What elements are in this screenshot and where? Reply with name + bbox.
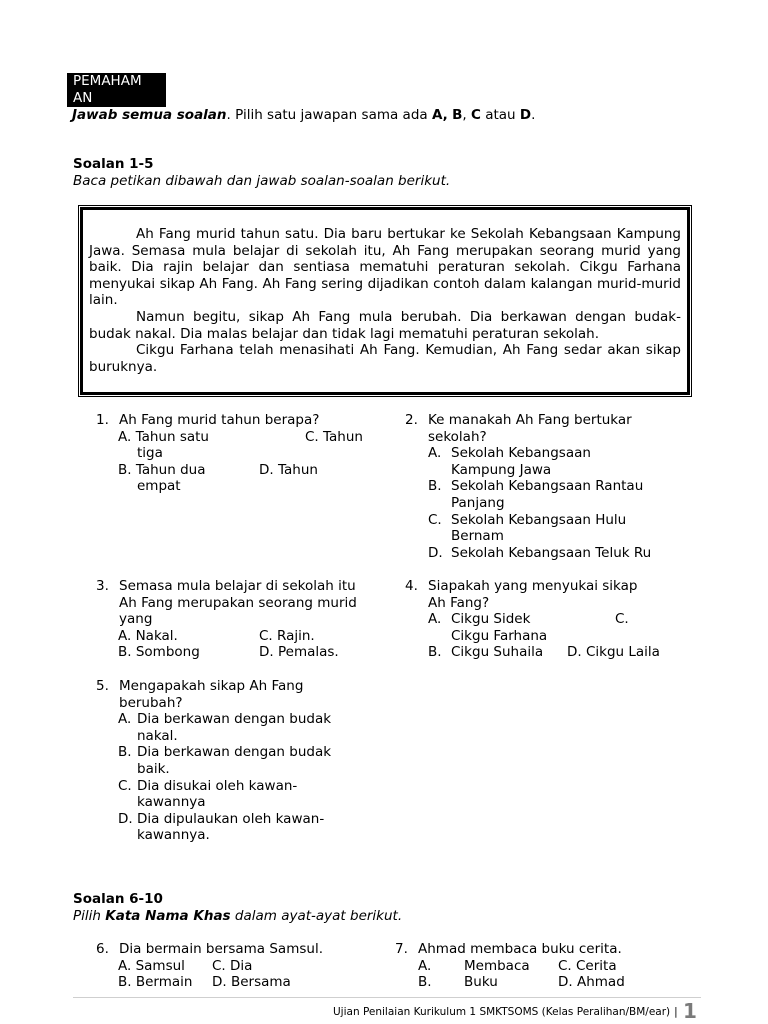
section2-title: Soalan 6-10 [73, 891, 163, 907]
option-c-cont: kawannya [137, 794, 206, 810]
option-b-cont: baik. [137, 761, 170, 777]
section2-subtitle [73, 908, 402, 925]
section2-subtitle-post: dalam ayat-ayat berikut. [230, 908, 403, 924]
option-d: D. Pemalas. [259, 644, 339, 660]
option-c-letter: C. [428, 512, 442, 528]
option-c: C. Dia [212, 958, 253, 974]
instruction-comma: , [462, 107, 471, 123]
option-d: D. Tahun [259, 462, 318, 478]
instruction-opt-a: A, [431, 107, 448, 123]
question-text-cont: Ah Fang? [428, 595, 490, 611]
option-c: C. Cerita [558, 958, 617, 974]
page-number: 1 [683, 999, 697, 1023]
option-d: D. Cikgu Laila [567, 644, 660, 660]
question-text: Mengapakah sikap Ah Fang [119, 678, 304, 694]
section-title-box [67, 73, 166, 107]
option-d-cont: kawannya. [137, 827, 210, 843]
question-text: Semasa mula belajar di sekolah itu [119, 578, 356, 594]
question-text: Ahmad membaca buku cerita. [418, 941, 622, 957]
question-number: 5. [96, 678, 109, 694]
question-1 [96, 412, 386, 502]
question-4 [405, 578, 705, 668]
option-b-letter: B. [428, 644, 442, 660]
footer-separator: | [674, 1006, 678, 1018]
option-d-cont: empat [137, 478, 181, 494]
option-b-letter: B. [428, 478, 442, 494]
option-a-cont: nakal. [137, 728, 178, 744]
option-c: Sekolah Kebangsaan Hulu [451, 512, 627, 528]
passage-paragraph-3: Cikgu Farhana telah menasihati Ah Fang. Kemudian, Ah Fang sedar akan sikap buruknya. [89, 342, 681, 375]
option-a-letter: A. [118, 711, 132, 727]
section2-subtitle-pre: Pilih [73, 908, 106, 924]
footer-divider [73, 997, 701, 998]
option-b: B. Tahun dua [118, 462, 206, 478]
option-d: Sekolah Kebangsaan Teluk Ru [451, 545, 652, 561]
instruction-end: . [531, 107, 536, 123]
question-text-cont: sekolah? [428, 429, 487, 445]
option-d: D. Ahmad [558, 974, 625, 990]
option-c: Dia disukai oleh kawan- [137, 778, 298, 794]
question-text: Siapakah yang menyukai sikap [428, 578, 638, 594]
instruction-emphasis: Jawab semua soalan [72, 107, 227, 123]
option-d: D. Bersama [212, 974, 291, 990]
section1-subtitle: Baca petikan dibawah dan jawab soalan-soalan berikut. [73, 173, 451, 189]
option-a: Dia berkawan dengan budak [137, 711, 332, 727]
option-a-letter: A. [428, 445, 442, 461]
question-text-cont: Ah Fang merupakan seorang murid [119, 595, 357, 611]
option-b: B. Sombong [118, 644, 200, 660]
option-c: C. Tahun [305, 429, 363, 445]
question-text-cont: berubah? [119, 695, 183, 711]
passage-paragraph-2: Namun begitu, sikap Ah Fang mula berubah. Dia berkawan dengan budak-budak nakal. Dia malas belajar dan tidak lagi mematuhi peraturan sekolah. [89, 308, 681, 342]
option-b: Buku [464, 974, 498, 990]
question-number: 3. [96, 578, 109, 594]
footer [333, 1006, 682, 1018]
option-a: A. Nakal. [118, 628, 178, 644]
question-text: Ah Fang murid tahun berapa? [119, 412, 320, 428]
question-number: 7. [395, 941, 408, 957]
question-number: 1. [96, 412, 109, 428]
passage-paragraph-1: Ah Fang murid tahun satu. Dia baru bertukar ke Sekolah Kebangsaan Kampung Jawa. Semasa mula belajar di sekolah itu, Ah Fang merupakan seorang murid yang baik. Dia rajin belajar dan sentiasa mematuhi peraturan sekolah. Cikgu Farhana menyukai sikap Ah Fang. Ah Fang sering dijadikan contoh dalam kalangan murid-murid lain. [89, 226, 681, 309]
option-a-cont: Kampung Jawa [451, 462, 552, 478]
option-a: Cikgu Sidek [451, 611, 531, 627]
option-d: Dia dipulaukan oleh kawan- [137, 811, 325, 827]
question-number: 2. [405, 412, 418, 428]
question-text: Dia bermain bersama Samsul. [119, 941, 323, 957]
section-title-line1: PEMAHAM [73, 73, 142, 89]
question-number: 4. [405, 578, 418, 594]
question-number: 6. [96, 941, 109, 957]
question-text: Ke manakah Ah Fang bertukar [428, 412, 632, 428]
question-7 [395, 941, 695, 991]
instruction-opt-d: D [519, 107, 532, 123]
option-a-letter: A. [428, 611, 442, 627]
option-a: A. Tahun satu [118, 429, 209, 445]
section2-subtitle-bold: Kata Nama Khas [105, 908, 231, 924]
option-c: Cikgu Farhana [451, 628, 548, 644]
option-a: A. Samsul [118, 958, 185, 974]
option-b-letter: B. [118, 744, 132, 760]
instruction-opt-c: C [470, 107, 481, 123]
option-b: Sekolah Kebangsaan Rantau [451, 478, 644, 494]
option-c-letter: C. [118, 778, 132, 794]
option-c-cont: Bernam [451, 528, 504, 544]
option-b: Dia berkawan dengan budak [137, 744, 332, 760]
instruction-text: . Pilih satu jawapan sama ada [226, 107, 432, 123]
footer-text: Ujian Penilaian Kurikulum 1 SMKTSOMS (Kelas Peralihan/BM/ear) [333, 1006, 671, 1018]
question-2 [405, 412, 695, 562]
question-text-cont2: yang [119, 611, 153, 627]
question-5 [96, 678, 386, 848]
option-c-letter: C. [615, 611, 629, 627]
option-b: B. Bermain [118, 974, 193, 990]
instruction-or: atau [480, 107, 520, 123]
option-b-letter: B. [418, 974, 432, 990]
option-a: Sekolah Kebangsaan [451, 445, 591, 461]
option-c: C. Rajin. [259, 628, 315, 644]
section-title-line2: AN [73, 90, 93, 106]
option-d-letter: D. [428, 545, 443, 561]
section1-title: Soalan 1-5 [73, 156, 154, 172]
option-a: Membaca [464, 958, 530, 974]
option-d-letter: D. [118, 811, 133, 827]
option-c-cont: tiga [137, 445, 163, 461]
instruction [72, 107, 535, 124]
question-6 [96, 941, 386, 991]
option-b-cont: Panjang [451, 495, 505, 511]
question-3 [96, 578, 386, 668]
option-b: Cikgu Suhaila [451, 644, 544, 660]
instruction-opt-b: B [452, 107, 463, 123]
option-a-letter: A. [418, 958, 432, 974]
reading-passage [80, 207, 690, 395]
